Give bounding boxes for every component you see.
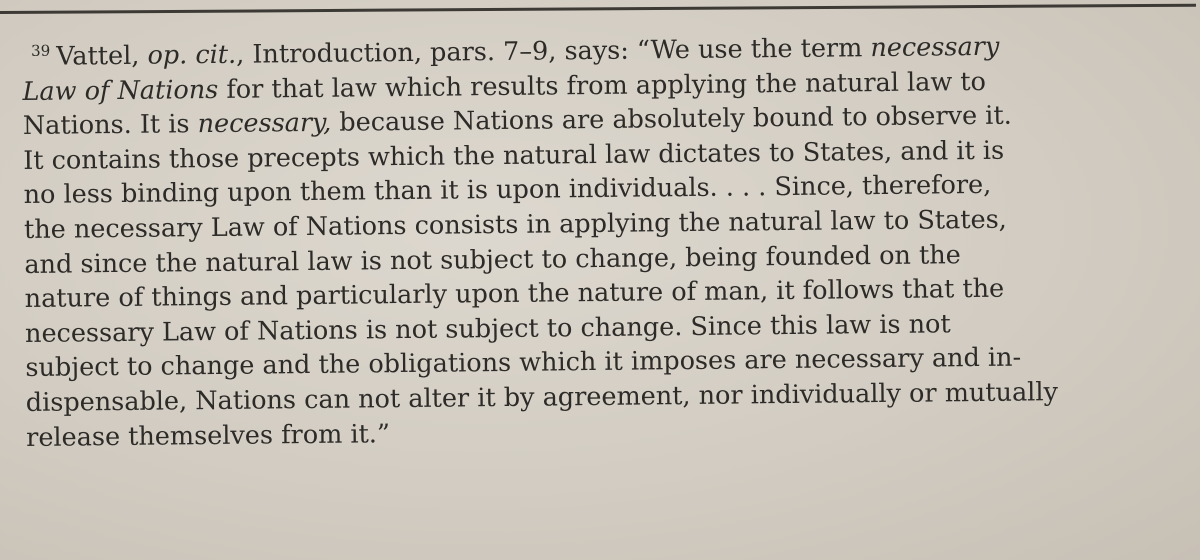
footnote-line: It contains those precepts which the natural law dictates to States, and it is [23,135,1005,176]
footnote-39 [22,28,1196,455]
footnote-number: 39 [31,41,51,60]
footnote-line: Law of Nations for that law which results from applying the natural law to [22,66,987,107]
footnote-line: the necessary Law of Nations consists in applying the natural law to States, [23,204,1007,245]
footnote-line: dispensable, Nations can not alter it by agreement, nor individually or mutually [25,377,1059,418]
footnote-line: subject to change and the obligations which it imposes are necessary and in- [25,342,1022,384]
footnote-line: $^{39}$ Vattel, op. cit., Introduction, pars. 7–9, says: “We use the term necessary [31,31,1000,72]
footnote-line: necessary Law of Nations is not subject to change. Since this law is not [24,309,951,349]
footnote-line: Nations. It is necessary, because Nations are absolutely bound to observe it. [22,100,1012,142]
footnote-line: no less binding upon them than it is upon individuals. . . . Since, therefore, [23,170,992,211]
footnote-rule [0,4,1196,14]
footnote-line: release themselves from it.” [26,418,391,453]
footnote-line: and since the natural law is not subject to change, being founded on the [24,239,961,280]
footnote-line: nature of things and particularly upon the nature of man, it follows that the [24,273,1005,315]
